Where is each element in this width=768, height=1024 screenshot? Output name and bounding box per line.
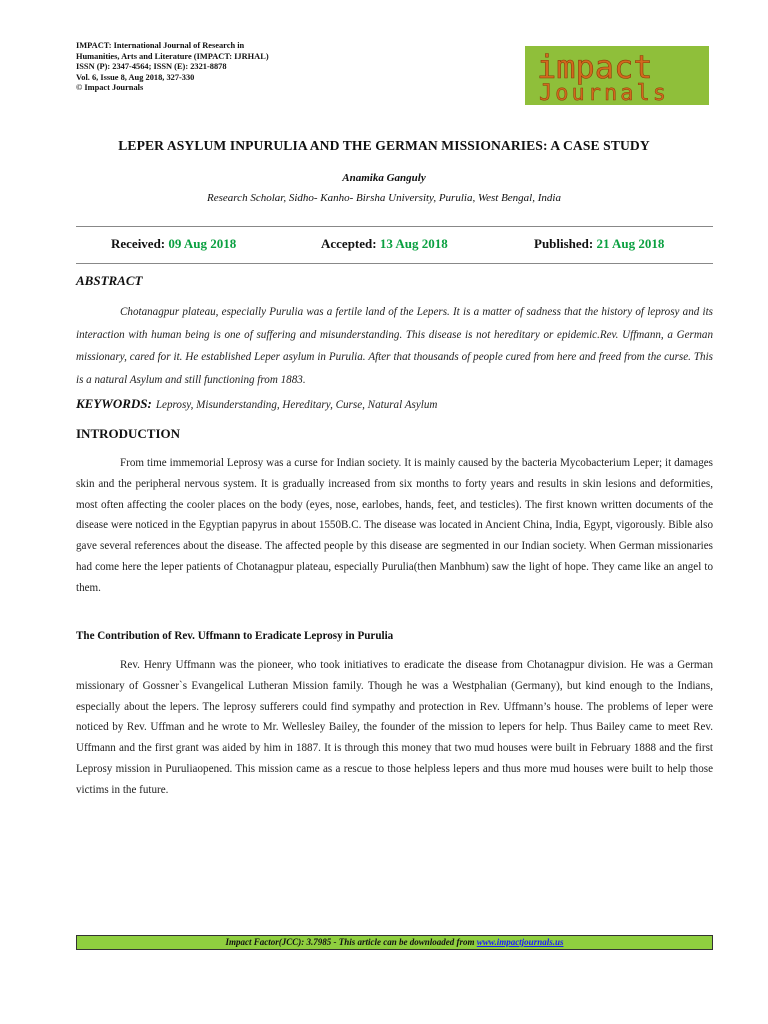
journal-info: [76, 41, 336, 94]
accepted-label: Accepted:: [321, 236, 377, 251]
journal-issn: ISSN (P): 2347-4564; ISSN (E): 2321-8878: [76, 62, 227, 72]
received-value: 09 Aug 2018: [168, 236, 237, 251]
divider-bottom: [76, 263, 713, 264]
journal-volume: Vol. 6, Issue 8, Aug 2018, 327-330: [76, 72, 195, 82]
received-label: Received:: [111, 236, 166, 251]
author-name: Anamika Ganguly: [342, 172, 426, 184]
published-date: [534, 236, 664, 252]
impact-journals-logo: [525, 46, 709, 105]
author-affiliation: Research Scholar, Sidho- Kanho- Birsha University, Purulia, West Bengal, India: [207, 192, 561, 204]
abstract-heading: ABSTRACT: [76, 273, 143, 288]
keywords: [76, 395, 437, 413]
received-date: [111, 236, 236, 252]
keywords-label: KEYWORDS:: [76, 396, 152, 411]
journal-name-line1: IMPACT: International Journal of Research in: [76, 41, 245, 50]
journal-copyright: © Impact Journals: [76, 83, 144, 93]
logo-text-top: impact: [537, 48, 653, 86]
footer-link[interactable]: www.impactjournals.us: [476, 937, 564, 947]
footer-bar: [76, 935, 713, 950]
keywords-text: Leprosy, Misunderstanding, Hereditary, Curse, Natural Asylum: [155, 399, 438, 411]
introduction-heading: INTRODUCTION: [76, 426, 181, 441]
accepted-date: [321, 236, 448, 252]
introduction-paragraph: From time immemorial Leprosy was a curse for Indian society. It is mainly caused by the bacteria Mycobacterium Leper; it damages skin and the peripheral nervous system. It is gradually increased from six months to forty years and results in skin lesions and deformities, most often affecting the cooler places on the body (eyes, nose, earlobes, hands, feet, and testicles). The first known written documents of the disease were noticed in the Egyptian papyrus in about 1550B.C. The disease was located in Ancient China, India, Egypt, vigorously. Bible also gave several references about the disease. The affected people by this disease are segmented in our Indian society. When German missionaries had come here the leper patients of Chotanagpur plateau, especially Purulia(then Manbhum) saw the light of hope. They came like an angel to them.: [76, 457, 713, 594]
abstract-text: Chotanagpur plateau, especially Purulia was a fertile land of the Lepers. It is a matter of sadness that the history of leprosy and its interaction with human being is one of suffering and misunderstanding. This disease is not hereditary or epidemic.Rev. Uffmann, a German missionary, cared for it. He established Leper asylum in Purulia. After that thousands of people cured from here and freed from the curse. This is a natural Asylum and still functioning from 1883.: [76, 306, 713, 387]
article-title: LEPER ASYLUM INPURULIA AND THE GERMAN MISSIONARIES: A CASE STUDY: [118, 138, 650, 153]
published-label: Published:: [534, 236, 594, 251]
footer-text: Impact Factor(JCC): 3.7985 - This article can be downloaded from: [225, 937, 477, 947]
divider-top: [76, 226, 713, 227]
section-heading: The Contribution of Rev. Uffmann to Eradicate Leprosy in Purulia: [76, 630, 394, 642]
accepted-value: 13 Aug 2018: [379, 236, 448, 251]
journal-name-line2: Humanities, Arts and Literature (IMPACT: IJRHAL): [76, 51, 269, 61]
section-paragraph: Rev. Henry Uffmann was the pioneer, who took initiatives to eradicate the disease from Chotanagpur division. He was a German missionary of Gossner`s Evangelical Lutheran Mission family. Though he was a Westphalian (Germany), but kind enough to the Indians, especially about the lepers. The leprosy sufferers could find sympathy and protection in Rev. Uffmann’s house. The problems of leper were noticed by Rev. Uffman and he wrote to Mr. Wellesley Bailey, the founder of the mission to lepers for help. Thus Bailey came to meet Rev. Uffmann and the first grant was aided by him in 1887. It is through this money that two mud houses were built in February 1888 and the first Leprosy mission in Puruliaopened. This mission came as a rescue to those helpless lepers and thus more mud houses were built to help those victims in the future.: [76, 659, 713, 796]
published-value: 21 Aug 2018: [596, 236, 665, 251]
logo-text-bottom: Journals: [539, 81, 669, 105]
